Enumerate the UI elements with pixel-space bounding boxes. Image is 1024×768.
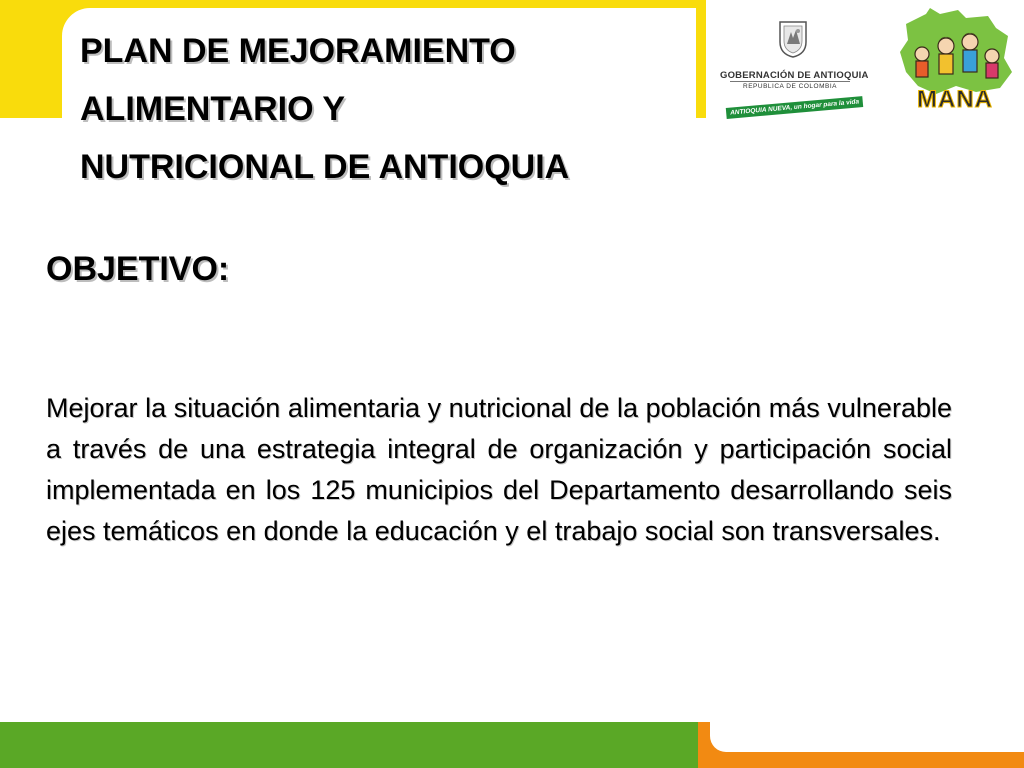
gobernacion-name: GOBERNACIÓN DE ANTIOQUIA [720, 70, 869, 81]
gobernacion-subtitle: REPUBLICA DE COLOMBIA [743, 83, 837, 90]
title-line-1: PLAN DE MEJORAMIENTO [80, 32, 516, 70]
footer-orange-inner [710, 722, 1024, 752]
section-title: OBJETIVO: [46, 250, 230, 288]
gobernacion-logo [720, 18, 868, 118]
gobernacion-slogan: ANTIOQUIA NUEVA, un hogar para la vida [726, 96, 864, 119]
objective-paragraph: Mejorar la situación alimentaria y nutricional de la población más vulnerable a través de una estrategia integral de organización y participación social implementada en los 125 municipios del Departamento desarrollando seis ejes temáticos en donde la educación y el trabajo social son transversales. [46, 393, 952, 546]
page-title [80, 22, 780, 196]
mana-wordmark: MANA [917, 86, 993, 113]
title-line-2: ALIMENTARIO Y [80, 90, 346, 128]
title-line-3: NUTRICIONAL DE ANTIOQUIA [80, 148, 570, 186]
gobernacion-divider [730, 81, 850, 82]
shield-icon [778, 20, 808, 58]
mana-logo [896, 6, 1014, 118]
children-map-icon [896, 6, 1014, 96]
